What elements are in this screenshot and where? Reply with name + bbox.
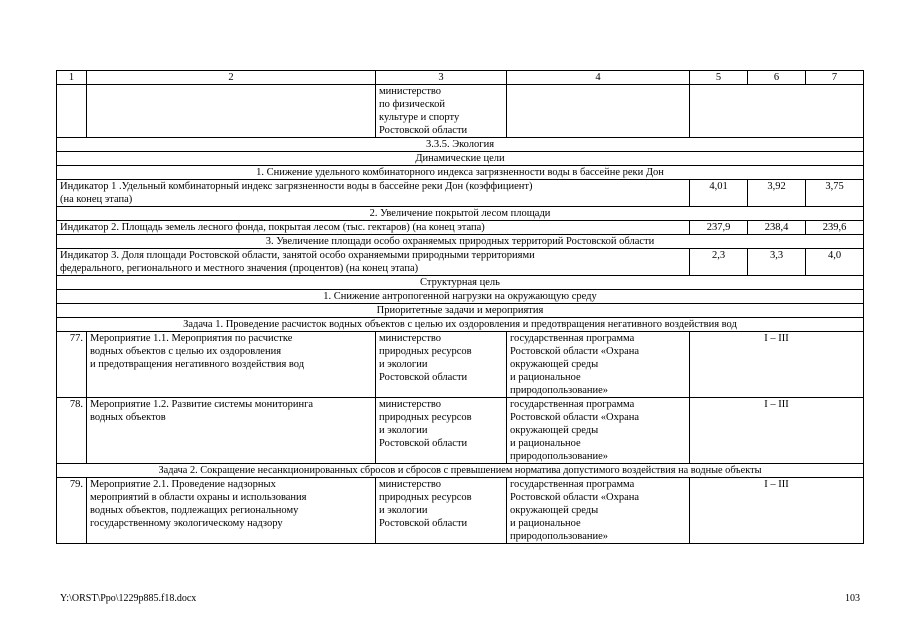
activity-description: Мероприятие 2.1. Проведение надзорных мероприятий в области охраны и использования водных объектов, подлежащих региональному государственному экологическому надзору: [87, 478, 376, 544]
activity-description: Мероприятие 1.1. Мероприятия по расчистке водных объектов с целью их оздоровления и предотвращения негативного воздействия вод: [87, 332, 376, 398]
header-row: [57, 71, 864, 85]
continuation-row: [57, 85, 864, 138]
goal3-text: 3. Увеличение площади особо охраняемых природных территорий Ростовской области: [57, 235, 864, 249]
row-number: 77.: [57, 332, 87, 398]
indicator2-text: Индикатор 2. Площадь земель лесного фонда, покрытая лесом (тыс. гектаров) (на конец этапа): [57, 221, 690, 235]
task1-text: Задача 1. Проведение расчисток водных объектов с целью их оздоровления и предотвращения негативного воздействия вод: [57, 318, 864, 332]
indicator2-v5: 237,9: [690, 221, 748, 235]
section-title: 3.3.5. Экология: [57, 138, 864, 152]
row-number: 79.: [57, 478, 87, 544]
structural-goal-label: Структурная цель: [57, 276, 864, 290]
period-cell: I – III: [690, 398, 864, 464]
goal3-row: [57, 235, 864, 249]
indicator2-row: [57, 221, 864, 235]
header-col-2: 2: [87, 71, 376, 85]
section-title-row: [57, 138, 864, 152]
indicator3-row: [57, 249, 864, 276]
row-number: 78.: [57, 398, 87, 464]
table-row: [57, 478, 864, 544]
indicator3-v5: 2,3: [690, 249, 748, 276]
header-col-3: 3: [376, 71, 507, 85]
executor-cell: министерство природных ресурсов и экологии Ростовской области: [376, 398, 507, 464]
structural-goal-row: [57, 290, 864, 304]
structural-goal-text: 1. Снижение антропогенной нагрузки на окружающую среду: [57, 290, 864, 304]
indicator2-v7: 239,6: [806, 221, 864, 235]
goal2-text: 2. Увеличение покрытой лесом площади: [57, 207, 864, 221]
dynamic-goals-row: [57, 152, 864, 166]
program-cell: государственная программа Ростовской области «Охрана окружающей среды и рациональное природопользование»: [507, 332, 690, 398]
indicator3-v6: 3,3: [748, 249, 806, 276]
indicator1-text: Индикатор 1 .Удельный комбинаторный индекс загрязненности воды в бассейне реки Дон (коэффициент) (на конец этапа): [57, 180, 690, 207]
program-table: [56, 70, 864, 544]
structural-goal-label-row: [57, 276, 864, 290]
activity-description: Мероприятие 1.2. Развитие системы мониторинга водных объектов: [87, 398, 376, 464]
task1-row: [57, 318, 864, 332]
priority-label: Приоритетные задачи и мероприятия: [57, 304, 864, 318]
executor-cell: министерство по физической культуре и спорту Ростовской области: [376, 85, 507, 138]
header-col-5: 5: [690, 71, 748, 85]
executor-cell: министерство природных ресурсов и экологии Ростовской области: [376, 478, 507, 544]
priority-label-row: [57, 304, 864, 318]
task2-row: [57, 464, 864, 478]
footer-file-path: Y:\ORST\Ppo\1229p885.f18.docx: [60, 593, 197, 604]
period-cell: I – III: [690, 332, 864, 398]
goal2-row: [57, 207, 864, 221]
goal1-row: [57, 166, 864, 180]
header-col-6: 6: [748, 71, 806, 85]
header-col-1: 1: [57, 71, 87, 85]
program-cell: государственная программа Ростовской области «Охрана окружающей среды и рациональное природопользование»: [507, 478, 690, 544]
executor-cell: министерство природных ресурсов и экологии Ростовской области: [376, 332, 507, 398]
dynamic-goals-label: Динамические цели: [57, 152, 864, 166]
goal1-text: 1. Снижение удельного комбинаторного индекса загрязненности воды в бассейне реки Дон: [57, 166, 864, 180]
header-col-4: 4: [507, 71, 690, 85]
task2-text: Задача 2. Сокращение несанкционированных сбросов и сбросов с превышением норматива допустимого воздействия на водные объекты: [57, 464, 864, 478]
table-row: [57, 398, 864, 464]
indicator2-v6: 238,4: [748, 221, 806, 235]
indicator1-row: [57, 180, 864, 207]
indicator1-v7: 3,75: [806, 180, 864, 207]
indicator1-v6: 3,92: [748, 180, 806, 207]
program-cell: государственная программа Ростовской области «Охрана окружающей среды и рациональное природопользование»: [507, 398, 690, 464]
header-col-7: 7: [806, 71, 864, 85]
footer-page-number: 103: [845, 593, 860, 604]
table-row: [57, 332, 864, 398]
indicator1-v5: 4,01: [690, 180, 748, 207]
period-cell: I – III: [690, 478, 864, 544]
indicator3-v7: 4,0: [806, 249, 864, 276]
indicator3-text: Индикатор 3. Доля площади Ростовской области, занятой особо охраняемыми природными территориями федерального, регионального и местного значения (процентов) (на конец этапа): [57, 249, 690, 276]
